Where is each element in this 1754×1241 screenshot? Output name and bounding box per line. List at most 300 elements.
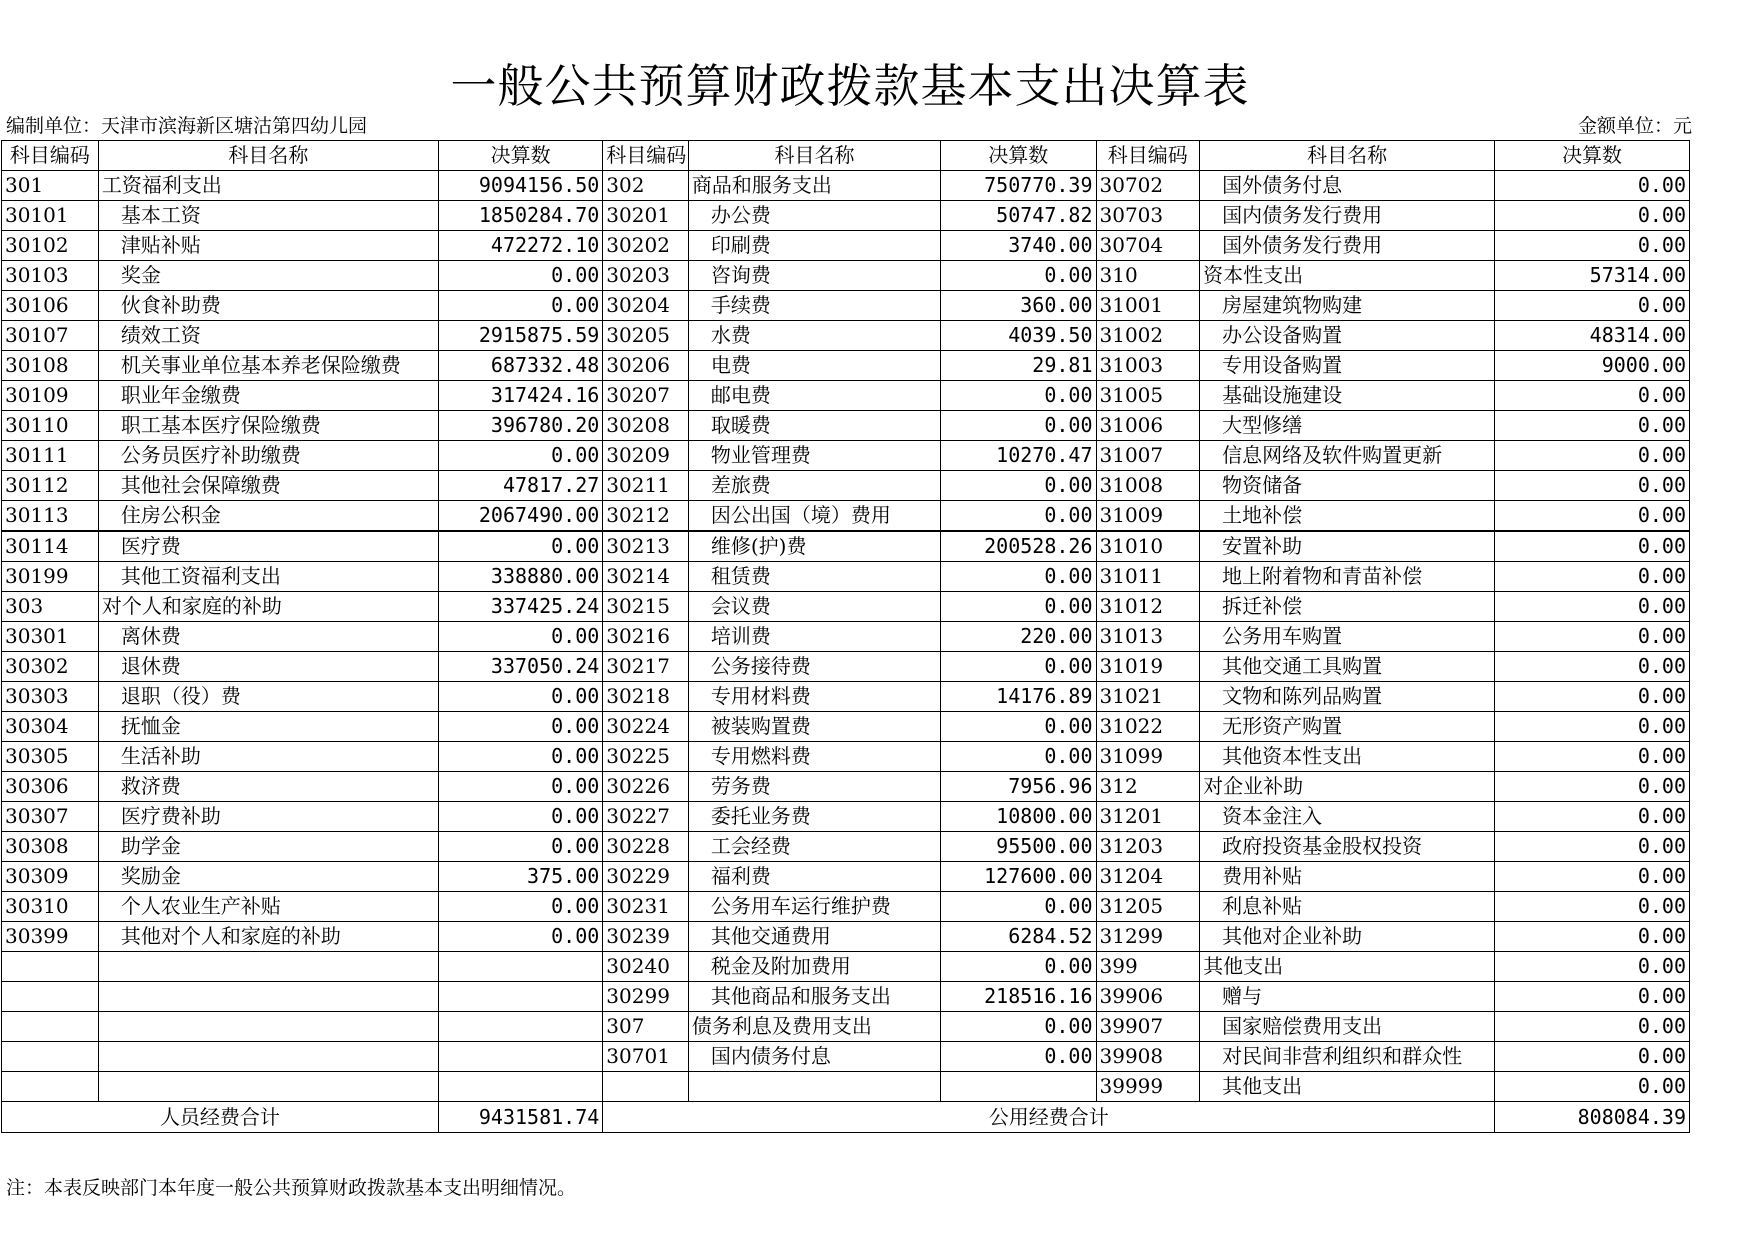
subject-code: 30310: [2, 892, 99, 922]
subject-name: 其他对企业补助: [1200, 922, 1495, 952]
amount-value: 0.00: [1495, 201, 1690, 231]
subject-code: 30106: [2, 291, 99, 321]
amount-value: 0.00: [438, 261, 602, 291]
subject-code: 30227: [603, 802, 689, 832]
subject-code: 30302: [2, 652, 99, 682]
subject-name: 福利费: [688, 862, 940, 892]
amount-value: 48314.00: [1495, 321, 1690, 351]
subject-code: 310: [1096, 261, 1200, 291]
amount-value: 687332.48: [438, 351, 602, 381]
subject-code: 30207: [603, 381, 689, 411]
subject-code: 30211: [603, 471, 689, 501]
subject-name: 奖励金: [98, 862, 438, 892]
amount-value: 0.00: [1495, 291, 1690, 321]
subject-name: 对民间非营利组织和群众性: [1200, 1042, 1495, 1072]
subject-name: 商品和服务支出: [688, 171, 940, 201]
amount-value: 200528.26: [941, 531, 1096, 562]
subject-code: 30202: [603, 231, 689, 261]
table-row: [2, 321, 1690, 351]
subject-code: 30217: [603, 652, 689, 682]
subject-code: 30208: [603, 411, 689, 441]
subject-code: [2, 1072, 99, 1102]
subject-code: 31204: [1096, 862, 1200, 892]
amount-value: 0.00: [438, 832, 602, 862]
subject-code: 30224: [603, 712, 689, 742]
subject-code: 39908: [1096, 1042, 1200, 1072]
amount-value: 472272.10: [438, 231, 602, 261]
subject-code: 39907: [1096, 1012, 1200, 1042]
subject-name: 物业管理费: [688, 441, 940, 471]
subject-code: 30113: [2, 501, 99, 532]
subject-name: [98, 1072, 438, 1102]
amount-value: 0.00: [1495, 802, 1690, 832]
subject-name: 其他工资福利支出: [98, 562, 438, 592]
subject-name: 费用补贴: [1200, 862, 1495, 892]
amount-value: 0.00: [1495, 1072, 1690, 1102]
subject-name: [688, 1072, 940, 1102]
subject-code: 399: [1096, 952, 1200, 982]
subject-name: 绩效工资: [98, 321, 438, 351]
header-amount-1: 决算数: [438, 141, 602, 171]
table-row: [2, 411, 1690, 441]
table-row: [2, 982, 1690, 1012]
subject-code: 31201: [1096, 802, 1200, 832]
subject-name: 物资储备: [1200, 471, 1495, 501]
amount-value: 10270.47: [941, 441, 1096, 471]
amount-value: 0.00: [1495, 411, 1690, 441]
amount-value: [438, 1072, 602, 1102]
subject-name: 基本工资: [98, 201, 438, 231]
table-row: [2, 832, 1690, 862]
subject-code: 30203: [603, 261, 689, 291]
subject-code: 30305: [2, 742, 99, 772]
subject-name: [98, 1012, 438, 1042]
table-row: [2, 381, 1690, 411]
subject-name: 维修(护)费: [688, 531, 940, 562]
subject-code: 30214: [603, 562, 689, 592]
table-row: [2, 171, 1690, 201]
subject-name: 国内债务发行费用: [1200, 201, 1495, 231]
amount-value: 0.00: [1495, 1012, 1690, 1042]
amount-value: 0.00: [438, 892, 602, 922]
subject-code: 30309: [2, 862, 99, 892]
subject-name: 其他交通费用: [688, 922, 940, 952]
amount-value: 0.00: [1495, 952, 1690, 982]
subject-code: 30304: [2, 712, 99, 742]
subject-code: 31022: [1096, 712, 1200, 742]
subject-name: 大型修缮: [1200, 411, 1495, 441]
subject-code: 30216: [603, 622, 689, 652]
subject-code: 302: [603, 171, 689, 201]
amount-value: 0.00: [438, 622, 602, 652]
subject-name: 国内债务付息: [688, 1042, 940, 1072]
amount-value: 0.00: [1495, 922, 1690, 952]
subject-name: [98, 952, 438, 982]
table-row: [2, 892, 1690, 922]
amount-value: [438, 952, 602, 982]
amount-value: 0.00: [1495, 531, 1690, 562]
subject-code: 30240: [603, 952, 689, 982]
amount-value: 0.00: [1495, 1042, 1690, 1072]
amount-value: 0.00: [941, 592, 1096, 622]
amount-value: 0.00: [1495, 892, 1690, 922]
amount-value: 95500.00: [941, 832, 1096, 862]
amount-value: 0.00: [941, 712, 1096, 742]
table-row: [2, 592, 1690, 622]
subject-name: 抚恤金: [98, 712, 438, 742]
subject-name: 电费: [688, 351, 940, 381]
subject-code: 30229: [603, 862, 689, 892]
subject-name: 拆迁补偿: [1200, 592, 1495, 622]
amount-value: 14176.89: [941, 682, 1096, 712]
amount-value: 0.00: [1495, 742, 1690, 772]
amount-value: 29.81: [941, 351, 1096, 381]
table-row: [2, 682, 1690, 712]
subject-code: 30239: [603, 922, 689, 952]
subject-code: 30701: [603, 1042, 689, 1072]
subject-name: 水费: [688, 321, 940, 351]
subject-code: 30703: [1096, 201, 1200, 231]
amount-value: [438, 1042, 602, 1072]
amount-value: 50747.82: [941, 201, 1096, 231]
subject-code: 30228: [603, 832, 689, 862]
header-code-2: 科目编码: [603, 141, 689, 171]
subject-name: 债务利息及费用支出: [688, 1012, 940, 1042]
subject-code: 30101: [2, 201, 99, 231]
header-name-1: 科目名称: [98, 141, 438, 171]
amount-value: 0.00: [438, 712, 602, 742]
public-total-value: 808084.39: [1495, 1102, 1690, 1133]
amount-value: 0.00: [438, 441, 602, 471]
amount-value: 1850284.70: [438, 201, 602, 231]
subject-code: 312: [1096, 772, 1200, 802]
amount-value: 10800.00: [941, 802, 1096, 832]
expenditure-table: [1, 140, 1690, 1133]
amount-value: 0.00: [1495, 682, 1690, 712]
subject-name: 基础设施建设: [1200, 381, 1495, 411]
subject-name: 个人农业生产补贴: [98, 892, 438, 922]
amount-value: 7956.96: [941, 772, 1096, 802]
subject-code: 30199: [2, 562, 99, 592]
amount-value: 0.00: [1495, 862, 1690, 892]
amount-value: 0.00: [941, 1012, 1096, 1042]
subject-code: 30204: [603, 291, 689, 321]
amount-value: 218516.16: [941, 982, 1096, 1012]
subject-code: [603, 1072, 689, 1102]
subject-code: 30299: [603, 982, 689, 1012]
amount-value: [941, 1072, 1096, 1102]
subject-name: 土地补偿: [1200, 501, 1495, 532]
subject-code: 39999: [1096, 1072, 1200, 1102]
amount-value: 360.00: [941, 291, 1096, 321]
subject-code: [2, 982, 99, 1012]
table-row: [2, 802, 1690, 832]
amount-value: 0.00: [1495, 501, 1690, 532]
subject-code: 31005: [1096, 381, 1200, 411]
subject-name: 政府投资基金股权投资: [1200, 832, 1495, 862]
subject-name: 地上附着物和青苗补偿: [1200, 562, 1495, 592]
subject-name: 专用设备购置: [1200, 351, 1495, 381]
subject-name: 其他资本性支出: [1200, 742, 1495, 772]
subject-name: 培训费: [688, 622, 940, 652]
subject-name: 工会经费: [688, 832, 940, 862]
subject-name: 委托业务费: [688, 802, 940, 832]
table-row: [2, 261, 1690, 291]
table-header-row: [2, 141, 1690, 171]
header-code-3: 科目编码: [1096, 141, 1200, 171]
subject-name: 劳务费: [688, 772, 940, 802]
table-body: [2, 171, 1690, 1102]
amount-value: 0.00: [941, 261, 1096, 291]
amount-value: 0.00: [1495, 231, 1690, 261]
subject-code: 30702: [1096, 171, 1200, 201]
amount-value: 0.00: [438, 742, 602, 772]
subject-name: 咨询费: [688, 261, 940, 291]
subject-code: 30102: [2, 231, 99, 261]
amount-unit: 金额单位：元: [1577, 115, 1692, 137]
amount-value: 127600.00: [941, 862, 1096, 892]
reporting-unit: 编制单位：天津市滨海新区塘沽第四幼儿园: [6, 115, 368, 137]
subject-code: 30209: [603, 441, 689, 471]
amount-value: 47817.27: [438, 471, 602, 501]
subject-code: 30212: [603, 501, 689, 532]
subject-code: 31009: [1096, 501, 1200, 532]
amount-value: 0.00: [941, 562, 1096, 592]
subject-name: 津贴补贴: [98, 231, 438, 261]
subject-code: 31021: [1096, 682, 1200, 712]
subject-name: 离休费: [98, 622, 438, 652]
subject-code: 30205: [603, 321, 689, 351]
subject-name: 无形资产购置: [1200, 712, 1495, 742]
amount-value: 2067490.00: [438, 501, 602, 532]
subject-code: 31012: [1096, 592, 1200, 622]
amount-value: 2915875.59: [438, 321, 602, 351]
table-row: [2, 1012, 1690, 1042]
amount-value: 0.00: [941, 411, 1096, 441]
table-row: [2, 652, 1690, 682]
page-title: 一般公共预算财政拨款基本支出决算表: [450, 59, 1250, 113]
subject-name: 房屋建筑物购建: [1200, 291, 1495, 321]
subject-code: 30301: [2, 622, 99, 652]
subject-name: 国外债务付息: [1200, 171, 1495, 201]
subject-name: 机关事业单位基本养老保险缴费: [98, 351, 438, 381]
subject-name: 文物和陈列品购置: [1200, 682, 1495, 712]
amount-value: 0.00: [438, 802, 602, 832]
subject-name: 办公费: [688, 201, 940, 231]
table-row: [2, 291, 1690, 321]
table-row: [2, 562, 1690, 592]
amount-value: 0.00: [1495, 171, 1690, 201]
subject-name: 公务用车购置: [1200, 622, 1495, 652]
subject-code: 30112: [2, 471, 99, 501]
subject-code: 31205: [1096, 892, 1200, 922]
public-total-label: 公用经费合计: [603, 1102, 1495, 1133]
amount-value: 0.00: [941, 381, 1096, 411]
subject-name: 生活补助: [98, 742, 438, 772]
subject-code: 303: [2, 592, 99, 622]
subject-name: 因公出国（境）费用: [688, 501, 940, 532]
amount-value: 57314.00: [1495, 261, 1690, 291]
subject-name: 税金及附加费用: [688, 952, 940, 982]
amount-value: 750770.39: [941, 171, 1096, 201]
amount-value: 338880.00: [438, 562, 602, 592]
header-name-2: 科目名称: [688, 141, 940, 171]
subject-name: 其他社会保障缴费: [98, 471, 438, 501]
subject-code: 30108: [2, 351, 99, 381]
subject-name: 伙食补助费: [98, 291, 438, 321]
subject-code: 30109: [2, 381, 99, 411]
amount-value: 0.00: [941, 501, 1096, 532]
amount-value: 6284.52: [941, 922, 1096, 952]
amount-value: 0.00: [1495, 772, 1690, 802]
amount-value: 9000.00: [1495, 351, 1690, 381]
table-row: [2, 1042, 1690, 1072]
amount-value: 0.00: [1495, 622, 1690, 652]
amount-value: 396780.20: [438, 411, 602, 441]
subject-code: 307: [603, 1012, 689, 1042]
table-row: [2, 441, 1690, 471]
subject-name: 其他商品和服务支出: [688, 982, 940, 1012]
subject-name: 公务员医疗补助缴费: [98, 441, 438, 471]
amount-value: 0.00: [1495, 982, 1690, 1012]
amount-value: 0.00: [1495, 562, 1690, 592]
subject-code: 30110: [2, 411, 99, 441]
subject-name: 救济费: [98, 772, 438, 802]
subject-code: 30215: [603, 592, 689, 622]
subject-name: 印刷费: [688, 231, 940, 261]
subject-code: 39906: [1096, 982, 1200, 1012]
amount-value: 0.00: [1495, 652, 1690, 682]
amount-value: 0.00: [941, 1042, 1096, 1072]
subject-code: 30218: [603, 682, 689, 712]
table-row: [2, 622, 1690, 652]
subject-name: 资本性支出: [1200, 261, 1495, 291]
subject-code: 31099: [1096, 742, 1200, 772]
table-row: [2, 471, 1690, 501]
subject-name: 安置补助: [1200, 531, 1495, 562]
subject-code: 30213: [603, 531, 689, 562]
subject-code: 30399: [2, 922, 99, 952]
subject-code: 30111: [2, 441, 99, 471]
amount-value: 337050.24: [438, 652, 602, 682]
amount-value: 0.00: [941, 471, 1096, 501]
subject-name: 被装购置费: [688, 712, 940, 742]
table-row: [2, 351, 1690, 381]
subject-name: 对企业补助: [1200, 772, 1495, 802]
subject-code: 30231: [603, 892, 689, 922]
subject-name: 其他交通工具购置: [1200, 652, 1495, 682]
subject-code: 30307: [2, 802, 99, 832]
header-amount-3: 决算数: [1495, 141, 1690, 171]
subject-name: 信息网络及软件购置更新: [1200, 441, 1495, 471]
header-code-1: 科目编码: [2, 141, 99, 171]
subject-name: 手续费: [688, 291, 940, 321]
personnel-total-label: 人员经费合计: [2, 1102, 439, 1133]
subject-name: [98, 1042, 438, 1072]
subject-code: 30107: [2, 321, 99, 351]
subject-name: 公务用车运行维护费: [688, 892, 940, 922]
subject-code: 30303: [2, 682, 99, 712]
amount-value: 0.00: [1495, 712, 1690, 742]
amount-value: 9094156.50: [438, 171, 602, 201]
subject-name: 其他支出: [1200, 1072, 1495, 1102]
amount-value: 0.00: [941, 652, 1096, 682]
subject-name: [98, 982, 438, 1012]
table-row: [2, 1072, 1690, 1102]
amount-value: 220.00: [941, 622, 1096, 652]
amount-value: 375.00: [438, 862, 602, 892]
table-row: [2, 922, 1690, 952]
footnote: 注：本表反映部门本年度一般公共预算财政拨款基本支出明细情况。: [6, 1177, 577, 1199]
subject-name: 奖金: [98, 261, 438, 291]
amount-value: 3740.00: [941, 231, 1096, 261]
amount-value: 0.00: [1495, 592, 1690, 622]
subject-name: 医疗费: [98, 531, 438, 562]
subject-name: 其他对个人和家庭的补助: [98, 922, 438, 952]
header-name-3: 科目名称: [1200, 141, 1495, 171]
subject-code: 30114: [2, 531, 99, 562]
subject-name: 差旅费: [688, 471, 940, 501]
amount-value: 0.00: [941, 892, 1096, 922]
subject-name: 利息补贴: [1200, 892, 1495, 922]
amount-value: 0.00: [941, 952, 1096, 982]
subject-name: 办公设备购置: [1200, 321, 1495, 351]
subject-code: 31008: [1096, 471, 1200, 501]
subject-name: 退职（役）费: [98, 682, 438, 712]
subject-code: 31299: [1096, 922, 1200, 952]
subject-code: [2, 1042, 99, 1072]
amount-value: 0.00: [1495, 832, 1690, 862]
subject-code: [2, 952, 99, 982]
subject-name: 会议费: [688, 592, 940, 622]
subject-code: 30201: [603, 201, 689, 231]
amount-value: [438, 1012, 602, 1042]
amount-value: 0.00: [941, 742, 1096, 772]
subject-name: 资本金注入: [1200, 802, 1495, 832]
subject-name: 职业年金缴费: [98, 381, 438, 411]
subject-name: 公务接待费: [688, 652, 940, 682]
subject-code: 31011: [1096, 562, 1200, 592]
table-row: [2, 952, 1690, 982]
amount-value: [438, 982, 602, 1012]
amount-value: 0.00: [438, 291, 602, 321]
subject-name: 专用材料费: [688, 682, 940, 712]
subject-code: 30306: [2, 772, 99, 802]
totals-row: [2, 1102, 1690, 1133]
table-row: [2, 772, 1690, 802]
amount-value: 0.00: [1495, 441, 1690, 471]
subject-name: 专用燃料费: [688, 742, 940, 772]
subject-code: 31019: [1096, 652, 1200, 682]
amount-value: 337425.24: [438, 592, 602, 622]
table-row: [2, 712, 1690, 742]
subject-code: 31013: [1096, 622, 1200, 652]
subject-name: 国家赔偿费用支出: [1200, 1012, 1495, 1042]
subject-name: 对个人和家庭的补助: [98, 592, 438, 622]
amount-value: 0.00: [1495, 471, 1690, 501]
subject-code: 31003: [1096, 351, 1200, 381]
subject-code: 31007: [1096, 441, 1200, 471]
subject-name: 住房公积金: [98, 501, 438, 532]
subject-name: 邮电费: [688, 381, 940, 411]
table-row: [2, 862, 1690, 892]
personnel-total-value: 9431581.74: [438, 1102, 602, 1133]
amount-value: 0.00: [438, 772, 602, 802]
amount-value: 0.00: [438, 682, 602, 712]
subject-code: [2, 1012, 99, 1042]
table-row: [2, 531, 1690, 562]
subject-name: 租赁费: [688, 562, 940, 592]
